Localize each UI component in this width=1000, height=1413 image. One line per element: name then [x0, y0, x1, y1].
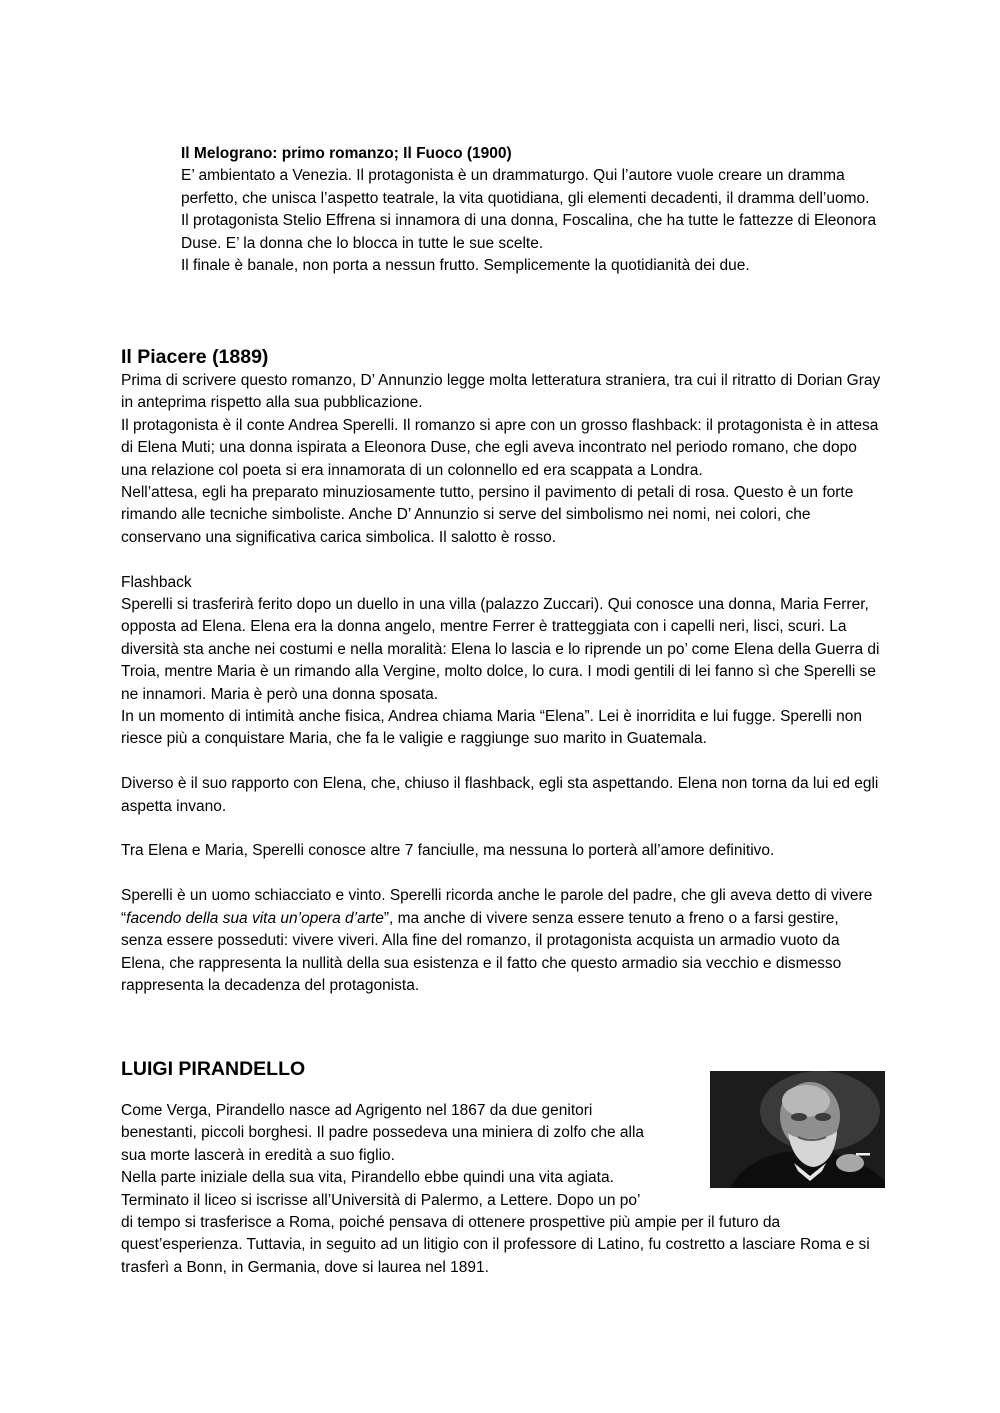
melograno-paragraph-1: E’ ambientato a Venezia. Il protagonista è un drammaturgo. Qui l’autore vuole creare un dramma perfetto, che unisca l’aspetto teatrale, la vita quotidiana, gli elementi decadenti, il dramma dell’uomo.	[181, 167, 870, 207]
piacere-paragraph-8	[121, 885, 881, 997]
paragraph-8-text-end: ”, ma anche di vivere senza essere tenuto a freno o a farsi gestire, senza essere posseduti: vivere viveri. Alla fine del romanzo, il protagonista acquista un armadio vuoto da Elena, che rappresenta la nullità della sua esistenza e il fatto che questo armadio sia vecchio e dismesso rappresenta la decadenza del protagonista.	[121, 909, 842, 994]
piacere-heading: Il Piacere (1889)	[121, 346, 269, 368]
piacere-paragraph-4: Sperelli si trasferirà ferito dopo un duello in una villa (palazzo Zuccari). Qui conosce una donna, Maria Ferrer, opposta ad Elena. Elena era la donna angelo, mentre Ferrer è tratteggiata con i capelli neri, lisci, scuri. La diversità sta anche nei costumi e nella moralità: Elena lo lascia e lo riprende un po’ come Elena della Guerra di Troia, mentre Maria è un rimando alla Vergine, molto dolce, lo cura. I modi gentili di lei fanno sì che Sperelli se ne innamori. Maria è però una donna sposata.	[121, 596, 880, 703]
flashback-title: Flashback	[121, 573, 192, 591]
melograno-section	[181, 143, 881, 277]
paragraph-8-quote: facendo della sua vita un’opera d’arte	[126, 909, 384, 927]
portrait-illustration	[710, 1071, 885, 1188]
piacere-paragraph-5: In un momento di intimità anche fisica, Andrea chiama Maria “Elena”. Lei è inorridita e lui fugge. Sperelli non riesce più a conquistare Maria, che fa le valigie e raggiunge suo marito in Guatemala.	[121, 708, 862, 748]
piacere-section	[121, 344, 881, 997]
piacere-paragraph-1: Prima di scrivere questo romanzo, D’ Annunzio legge molta letteratura straniera, tra cui il ritratto di Dorian Gray in anteprima rispetto alla sua pubblicazione.	[121, 372, 881, 412]
pirandello-line: benestanti, piccoli borghesi. Il padre possedeva una miniera di zolfo che alla	[121, 1124, 645, 1142]
pirandello-heading: LUIGI PIRANDELLO	[121, 1058, 306, 1080]
pirandello-line: Terminato il liceo si iscrisse all’Università di Palermo, a Lettere. Dopo un po’	[121, 1191, 641, 1209]
pirandello-line: Nella parte iniziale della sua vita, Pirandello ebbe quindi una vita agiata.	[121, 1169, 614, 1187]
pirandello-portrait-image	[710, 1071, 885, 1188]
melograno-paragraph-3: Il finale è banale, non porta a nessun frutto. Semplicemente la quotidianità dei due.	[181, 257, 750, 275]
piacere-paragraph-3: Nell’attesa, egli ha preparato minuziosamente tutto, persino il pavimento di petali di rosa. Questo è un forte rimando alle tecniche simboliste. Anche D’ Annunzio si serve del simbolismo nei nomi, nei colori, che conservano una significativa carica simbolica. Il salotto è rosso.	[121, 484, 854, 546]
pirandello-wrapped-text	[121, 1100, 701, 1212]
piacere-paragraph-7: Tra Elena e Maria, Sperelli conosce altre 7 fanciulle, ma nessuna lo porterà all’amore definitivo.	[121, 842, 775, 860]
pirandello-paragraph-continued: di tempo si trasferisce a Roma, poiché pensava di ottenere prospettive più ampie per il futuro da quest’esperienza. Tuttavia, in seguito ad un litigio con il professore di Latino, fu costretto a lasciare Roma e si trasferì a Bonn, in Germania, dove si laurea nel 1891.	[121, 1214, 870, 1276]
pirandello-line: Come Verga, Pirandello nasce ad Agrigento nel 1867 da due genitori	[121, 1102, 593, 1119]
paragraph-8-text-start: Sperelli è un uomo schiacciato e vinto. Sperelli ricorda anche le parole del padre, che gli aveva detto di vivere “	[121, 887, 873, 927]
pirandello-line: sua morte lascerà in eredità a suo figlio.	[121, 1146, 395, 1164]
melograno-paragraph-2: Il protagonista Stelio Effrena si innamora di una donna, Foscalina, che ha tutte le fattezze di Eleonora Duse. E’ la donna che lo blocca in tutte le sue scelte.	[181, 212, 877, 252]
piacere-paragraph-6: Diverso è il suo rapporto con Elena, che, chiuso il flashback, egli sta aspettando. Elena non torna da lui ed egli aspetta invano.	[121, 775, 879, 815]
melograno-heading: Il Melograno: primo romanzo; Il Fuoco (1900)	[181, 145, 512, 162]
piacere-paragraph-2: Il protagonista è il conte Andrea Sperelli. Il romanzo si apre con un grosso flashback: il protagonista è in attesa di Elena Muti; una donna ispirata a Eleonora Duse, che egli aveva incontrato nel periodo romano, che dopo una relazione col poeta si era innamorata di un colonnello ed era scappata a Londra.	[121, 416, 879, 479]
